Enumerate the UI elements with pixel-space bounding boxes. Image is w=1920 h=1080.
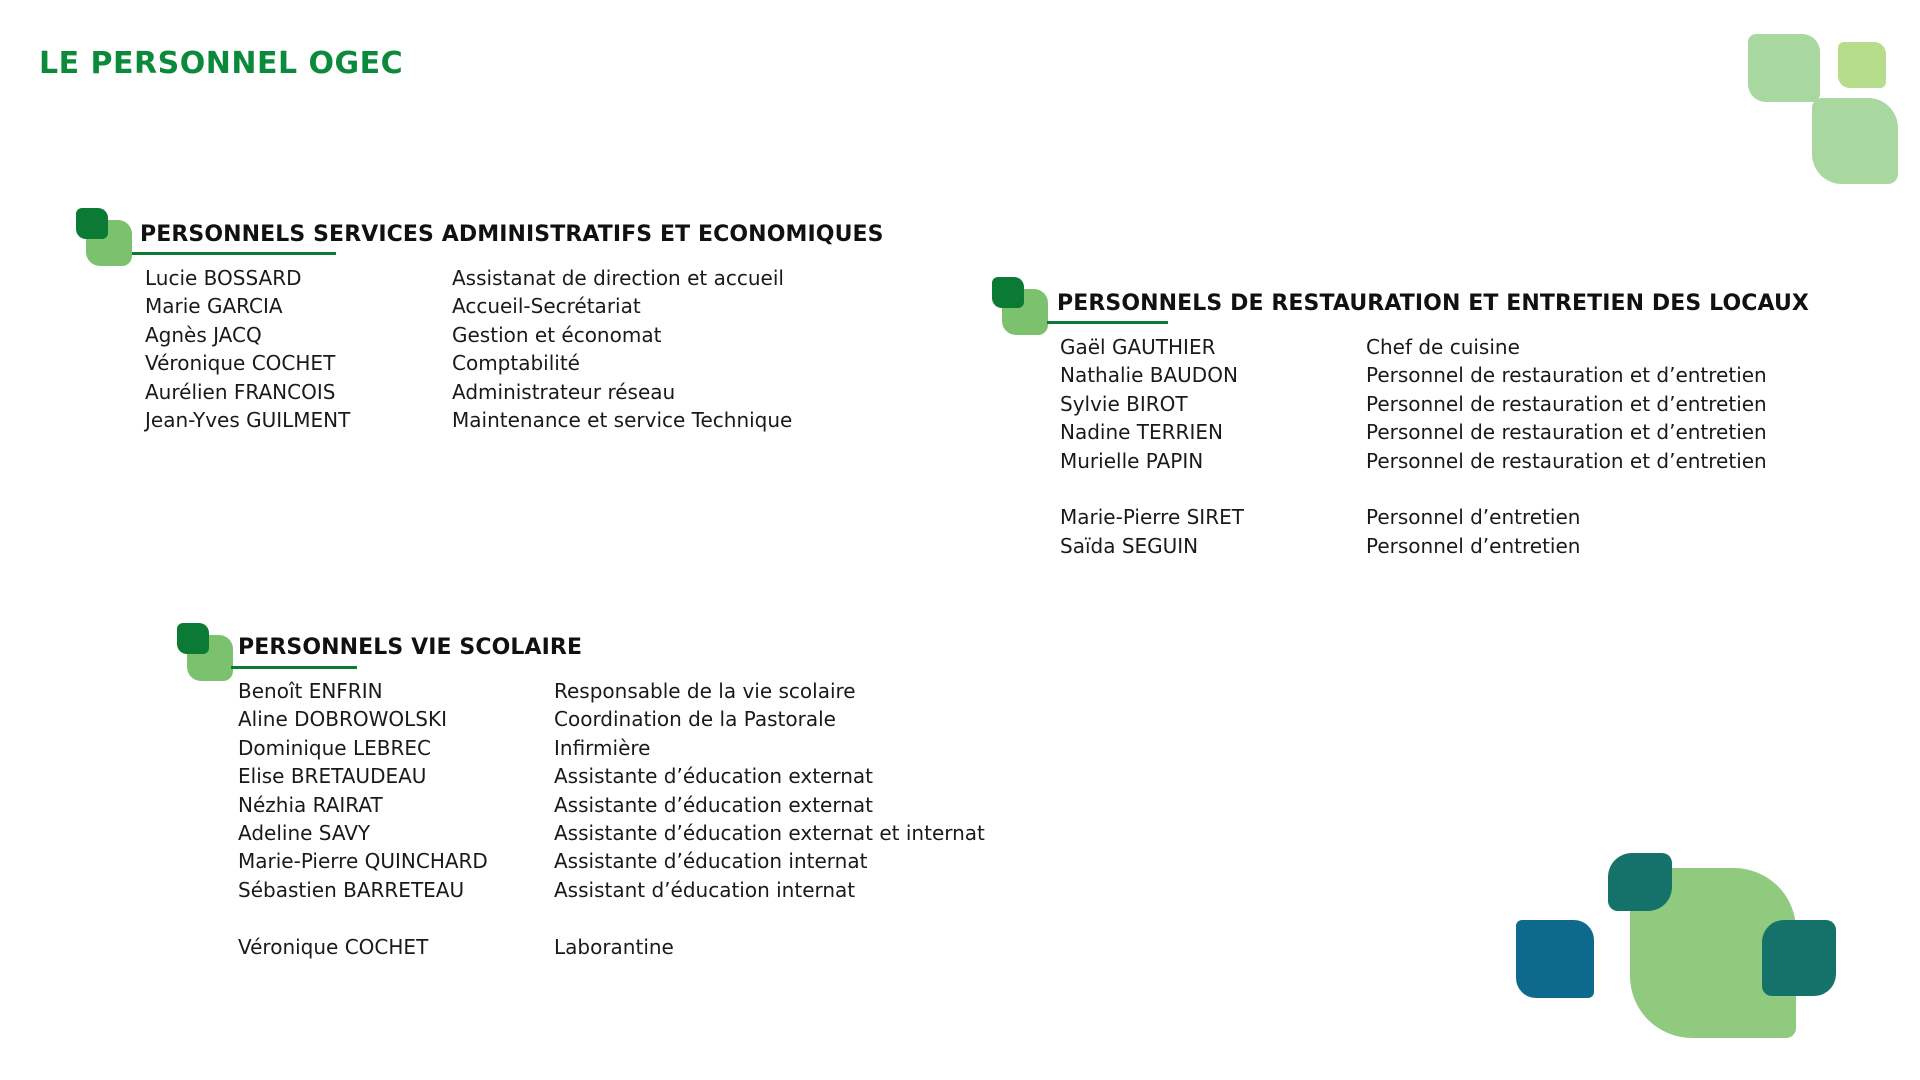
staff-role: Personnel de restauration et d’entretien [1366,420,1767,445]
staff-role: Personnel de restauration et d’entretien [1366,448,1767,473]
staff-name: Marie GARCIA [145,294,283,319]
staff-role: Maintenance et service Technique [452,407,793,432]
staff-role: Accueil-Secrétariat [452,294,641,319]
section-heading: PERSONNELS SERVICES ADMINISTRATIFS ET ECONOMIQUES [140,222,884,247]
section-bullet-icon [992,277,1048,337]
decorative-leaf-shape [1516,920,1594,998]
staff-role: Personnel de restauration et d’entretien [1366,363,1767,388]
staff-name: Saïda SEGUIN [1060,533,1199,558]
staff-name: Murielle PAPIN [1060,448,1204,473]
decorative-leaf-shape [1608,853,1672,911]
staff-name: Véronique COCHET [238,934,429,959]
staff-role: Coordination de la Pastorale [554,707,836,732]
section-vie-scolaire-staff [177,623,1077,983]
staff-name: Gaël GAUTHIER [1060,335,1216,359]
section-heading: PERSONNELS DE RESTAURATION ET ENTRETIEN DES LOCAUX [1057,291,1809,316]
staff-role: Infirmière [554,735,651,760]
staff-name: Véronique COCHET [145,351,336,376]
staff-role: Assistante d’éducation externat [554,792,874,817]
staff-name: Sylvie BIROT [1060,391,1188,416]
section-admin-staff [76,208,896,448]
staff-role: Personnel d’entretien [1366,505,1581,530]
staff-name: Agnès JACQ [145,322,262,347]
staff-name: Marie-Pierre SIRET [1060,505,1244,530]
staff-name: Nathalie BAUDON [1060,363,1238,388]
heading-underline [1047,321,1168,324]
staff-role: Comptabilité [452,351,580,376]
staff-name: Nézhia RAIRAT [238,792,383,817]
heading-underline [132,252,336,255]
staff-role: Assistante d’éducation externat et internat [554,820,985,845]
staff-role: Assistanat de direction et accueil [452,266,784,290]
staff-name: Sébastien BARRETEAU [238,877,465,902]
section-bullet-icon [76,208,132,268]
section-heading: PERSONNELS VIE SCOLAIRE [238,635,583,660]
staff-name: Aline DOBROWOLSKI [238,707,448,732]
decorative-leaf-shape [1838,42,1886,88]
staff-role: Laborantine [554,934,674,959]
section-bullet-icon [177,623,233,683]
staff-role: Assistant d’éducation internat [554,877,856,902]
staff-role: Responsable de la vie scolaire [554,679,856,703]
staff-name: Nadine TERRIEN [1060,420,1223,445]
staff-name: Jean-Yves GUILMENT [145,407,351,432]
staff-role: Administrateur réseau [452,379,676,404]
staff-name: Dominique LEBREC [238,735,431,760]
heading-underline [231,666,357,669]
staff-name: Marie-Pierre QUINCHARD [238,849,488,874]
staff-name: Lucie BOSSARD [145,266,302,290]
staff-role: Assistante d’éducation internat [554,849,868,874]
staff-name: Benoît ENFRIN [238,679,383,703]
staff-name: Adeline SAVY [238,820,371,845]
decorative-leaf-shape [1748,34,1820,102]
staff-name: Elise BRETAUDEAU [238,764,427,789]
staff-role: Personnel d’entretien [1366,533,1581,558]
staff-role: Assistante d’éducation externat [554,764,874,789]
staff-role: Chef de cuisine [1366,335,1520,359]
staff-role: Gestion et économat [452,322,662,347]
page-title: LE PERSONNEL OGEC [39,46,404,81]
staff-name: Aurélien FRANCOIS [145,379,336,404]
decorative-leaf-shape [1812,98,1898,184]
decorative-leaf-shape [1762,920,1836,996]
staff-role: Personnel de restauration et d’entretien [1366,391,1767,416]
section-restauration-staff [992,277,1892,577]
